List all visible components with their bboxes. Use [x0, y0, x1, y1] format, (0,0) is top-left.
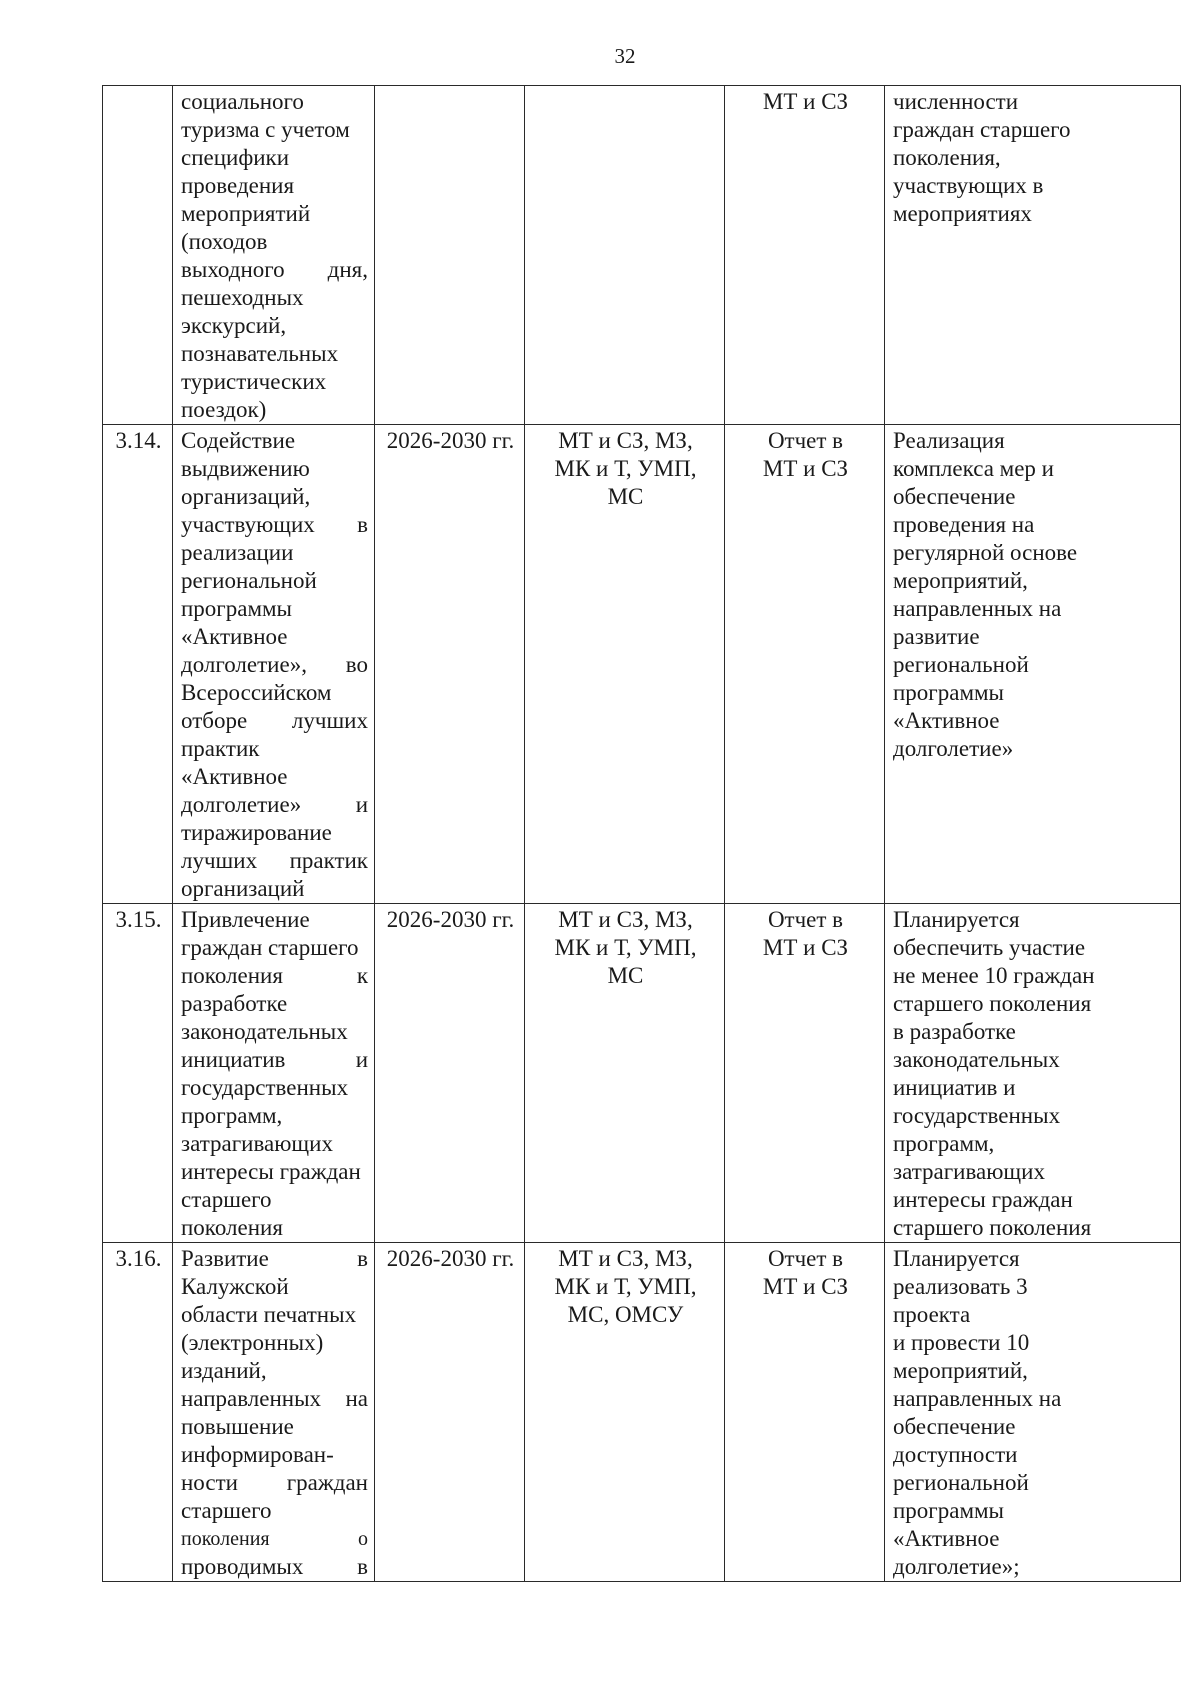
cell-line: МС	[607, 484, 644, 509]
cell-line: направленных на	[181, 1386, 368, 1411]
row-number-cell	[103, 904, 173, 1243]
cell-line: участвующих в	[181, 512, 368, 537]
cell-line: программы	[181, 596, 293, 621]
cell-line: лучших практик	[181, 848, 368, 873]
cell-line: области печатных	[181, 1302, 357, 1327]
cell-line: реализовать 3	[893, 1274, 1028, 1299]
cell-line: и провести 10	[893, 1330, 1030, 1355]
row-number-cell	[103, 1243, 173, 1582]
cell-line: граждан старшего	[181, 935, 359, 960]
cell-line: инициатив и	[893, 1075, 1016, 1100]
cell-line: долголетие», во	[181, 652, 368, 677]
cell-line: МТ и СЗ	[762, 89, 849, 114]
period-cell	[375, 86, 525, 425]
measure-description-cell	[173, 425, 375, 904]
measure-description-cell	[173, 1243, 375, 1582]
cell-line: Привлечение	[181, 907, 310, 932]
cell-line: Отчет в	[767, 428, 844, 453]
table-row	[103, 86, 1181, 425]
cell-line: МК и Т, УМП,	[554, 1274, 697, 1299]
cell-line: интересы граждан	[181, 1159, 361, 1184]
page-number: 32	[614, 44, 636, 68]
cell-line: обеспечение	[893, 1414, 1016, 1439]
cell-line: программ,	[893, 1131, 995, 1156]
cell-line: региональной	[893, 652, 1029, 677]
cell-line: МТ и СЗ, МЗ,	[558, 428, 693, 453]
cell-line: направленных на	[893, 596, 1062, 621]
cell-line: Развитие в	[181, 1246, 368, 1271]
cell-line: государственных	[181, 1075, 349, 1100]
cell-line: Отчет в	[767, 907, 844, 932]
cell-line: ности граждан	[181, 1470, 368, 1495]
cell-line: тиражирование	[181, 820, 332, 845]
cell-line: МТ и СЗ, МЗ,	[558, 1246, 693, 1271]
cell-line: численности	[893, 89, 1019, 114]
measure-description-cell	[173, 86, 375, 425]
cell-line: пешеходных	[181, 285, 304, 310]
cell-line: реализации	[181, 540, 294, 565]
cell-line: проведения	[181, 173, 295, 198]
cell-line: МК и Т, УМП,	[554, 456, 697, 481]
cell-line: поколения о	[181, 1528, 368, 1550]
cell-text: 3.15.	[115, 907, 162, 932]
report-form-cell	[725, 1243, 885, 1582]
measure-description-cell	[173, 904, 375, 1243]
cell-line: МТ и СЗ	[762, 935, 849, 960]
cell-line: доступности	[893, 1442, 1018, 1467]
cell-line: МС, ОМСУ	[567, 1302, 684, 1327]
cell-line: мероприятий,	[893, 568, 1028, 593]
cell-line: мероприятиях	[893, 201, 1032, 226]
cell-line: проведения на	[893, 512, 1035, 537]
cell-line: регулярной основе	[893, 540, 1078, 565]
cell-line: отборе лучших	[181, 708, 368, 733]
cell-line: граждан старшего	[893, 117, 1071, 142]
cell-line: информирован-	[181, 1442, 334, 1467]
table-row	[103, 904, 1181, 1243]
cell-text: 2026-2030 гг.	[386, 907, 515, 932]
cell-line: Планируется	[893, 907, 1020, 932]
cell-line: обеспечить участие	[893, 935, 1086, 960]
expected-result-cell	[885, 86, 1181, 425]
cell-line: комплекса мер и	[893, 456, 1054, 481]
cell-line: затрагивающих	[893, 1159, 1045, 1184]
row-number-cell	[103, 86, 173, 425]
cell-line: поколения к	[181, 963, 368, 988]
cell-line: региональной	[893, 1470, 1029, 1495]
cell-line: (электронных)	[181, 1330, 324, 1355]
cell-line: направленных на	[893, 1386, 1062, 1411]
report-form-cell	[725, 904, 885, 1243]
cell-line: проекта	[893, 1302, 971, 1327]
row-number-cell	[103, 425, 173, 904]
cell-line: МК и Т, УМП,	[554, 935, 697, 960]
cell-line: развитие	[893, 624, 980, 649]
cell-text: 2026-2030 гг.	[386, 1246, 515, 1271]
executors-cell	[525, 1243, 725, 1582]
cell-line: Планируется	[893, 1246, 1020, 1271]
cell-line: выходного дня,	[181, 257, 368, 282]
cell-line: участвующих в	[893, 173, 1044, 198]
cell-line: старшего поколения	[893, 991, 1092, 1016]
executors-cell	[525, 86, 725, 425]
cell-line: МТ и СЗ, МЗ,	[558, 907, 693, 932]
cell-line: государственных	[893, 1103, 1061, 1128]
cell-line: долголетие»	[893, 736, 1014, 761]
period-cell	[375, 904, 525, 1243]
expected-result-cell	[885, 904, 1181, 1243]
executors-cell	[525, 425, 725, 904]
table-row	[103, 1243, 1181, 1582]
cell-line: организаций	[181, 876, 305, 901]
cell-line: организаций,	[181, 484, 311, 509]
cell-line: изданий,	[181, 1358, 267, 1383]
cell-line: долголетие»;	[893, 1554, 1020, 1579]
cell-line: МС	[607, 963, 644, 988]
cell-text: 3.14.	[115, 428, 162, 453]
cell-line: законодательных	[893, 1047, 1060, 1072]
cell-line: специфики	[181, 145, 290, 170]
expected-result-cell	[885, 1243, 1181, 1582]
cell-text: 3.16.	[115, 1246, 162, 1271]
cell-line: познавательных	[181, 341, 339, 366]
cell-line: мероприятий,	[893, 1358, 1028, 1383]
cell-line: обеспечение	[893, 484, 1016, 509]
cell-line: МТ и СЗ	[762, 1274, 849, 1299]
cell-line: повышение	[181, 1414, 294, 1439]
cell-line: программ,	[181, 1103, 283, 1128]
cell-line: не менее 10 граждан	[893, 963, 1095, 988]
cell-line: туризма с учетом	[181, 117, 350, 142]
cell-line: социального	[181, 89, 304, 114]
cell-line: в разработке	[893, 1019, 1016, 1044]
cell-line: законодательных	[181, 1019, 348, 1044]
cell-line: старшего поколения	[893, 1215, 1092, 1240]
period-cell	[375, 1243, 525, 1582]
table-row	[103, 425, 1181, 904]
cell-line: Содействие	[181, 428, 296, 453]
cell-line: «Активное	[893, 1526, 1000, 1551]
cell-line: проводимых в	[181, 1554, 368, 1579]
cell-line: поездок)	[181, 397, 267, 422]
cell-line: Калужской	[181, 1274, 289, 1299]
cell-line: (походов	[181, 229, 268, 254]
cell-line: программы	[893, 1498, 1005, 1523]
cell-line: практик	[181, 736, 260, 761]
cell-line: долголетие» и	[181, 792, 368, 817]
cell-line: «Активное	[181, 764, 288, 789]
report-form-cell	[725, 86, 885, 425]
cell-line: экскурсий,	[181, 313, 287, 338]
cell-line: инициатив и	[181, 1047, 368, 1072]
cell-line: старшего	[181, 1187, 272, 1212]
cell-line: выдвижению	[181, 456, 310, 481]
cell-line: региональной	[181, 568, 317, 593]
cell-line: «Активное	[893, 708, 1000, 733]
period-cell	[375, 425, 525, 904]
cell-line: старшего	[181, 1498, 272, 1523]
cell-line: мероприятий	[181, 201, 311, 226]
cell-line: поколения,	[893, 145, 1001, 170]
cell-line: туристических	[181, 369, 327, 394]
cell-line: МТ и СЗ	[762, 456, 849, 481]
report-form-cell	[725, 425, 885, 904]
cell-text: 2026-2030 гг.	[386, 428, 515, 453]
cell-line: поколения	[181, 1215, 283, 1240]
cell-line: Отчет в	[767, 1246, 844, 1271]
expected-result-cell	[885, 425, 1181, 904]
cell-line: затрагивающих	[181, 1131, 333, 1156]
cell-line: Всероссийском	[181, 680, 332, 705]
executors-cell	[525, 904, 725, 1243]
measures-table	[102, 85, 1181, 1582]
cell-line: «Активное	[181, 624, 288, 649]
cell-line: разработке	[181, 991, 288, 1016]
cell-line: программы	[893, 680, 1005, 705]
cell-line: интересы граждан	[893, 1187, 1073, 1212]
cell-line: Реализация	[893, 428, 1005, 453]
